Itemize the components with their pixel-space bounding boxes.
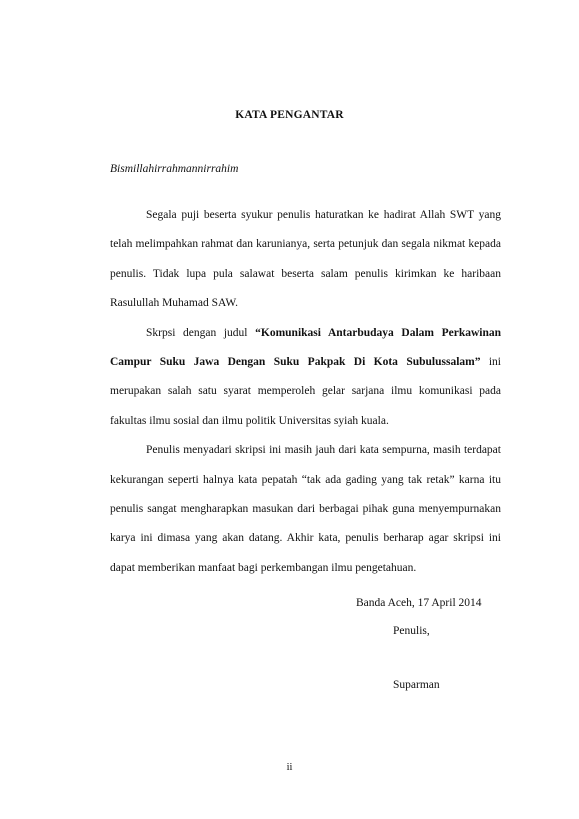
paragraph-2-rest: ini merupakan salah satu syarat memperoleh gelar sarjana ilmu komunikasi pada fakultas ilmu sosial dan ilmu politik Universitas syiah kuala. bbox=[110, 356, 501, 427]
page-title: KATA PENGANTAR bbox=[235, 109, 344, 121]
signature-place-date: Banda Aceh, 17 April 2014 bbox=[356, 597, 482, 609]
paragraph-2-intro: Skrpsi dengan judul bbox=[146, 326, 256, 339]
paragraph-2 bbox=[110, 319, 501, 437]
paragraph-1: Segala puji beserta syukur penulis haturatkan ke hadirat Allah SWT yang telah melimpahkan rahmat dan karunianya, serta petunjuk dan segala nikmat kepada penulis. Tidak lupa pula salawat beserta salam penulis kirimkan ke haribaan Rasulullah Muhamad SAW. bbox=[110, 209, 501, 310]
signature-name: Suparman bbox=[393, 679, 440, 691]
greeting-text: Bismillahirrahmannirrahim bbox=[110, 163, 239, 175]
signature-role: Penulis, bbox=[393, 625, 430, 637]
body-text bbox=[110, 201, 501, 583]
page-number: ii bbox=[286, 762, 293, 773]
paragraph-3: Penulis menyadari skripsi ini masih jauh dari kata sempurna, masih terdapat kekurangan seperti halnya kata pepatah “tak ada gading yang tak retak” karna itu penulis sangat mengharapkan masukan dari berbagai pihak guna menyempurnakan karya ini dimasa yang akan datang. Akhir kata, penulis berharap agar skripsi ini dapat memberikan manfaat bagi perkembangan ilmu pengetahuan. bbox=[110, 444, 501, 574]
thesis-title: “Komunikasi Antarbudaya Dalam Perkawinan Campur Suku Jawa Dengan Suku Pakpak Di Kota Subulussalam” bbox=[110, 326, 502, 369]
